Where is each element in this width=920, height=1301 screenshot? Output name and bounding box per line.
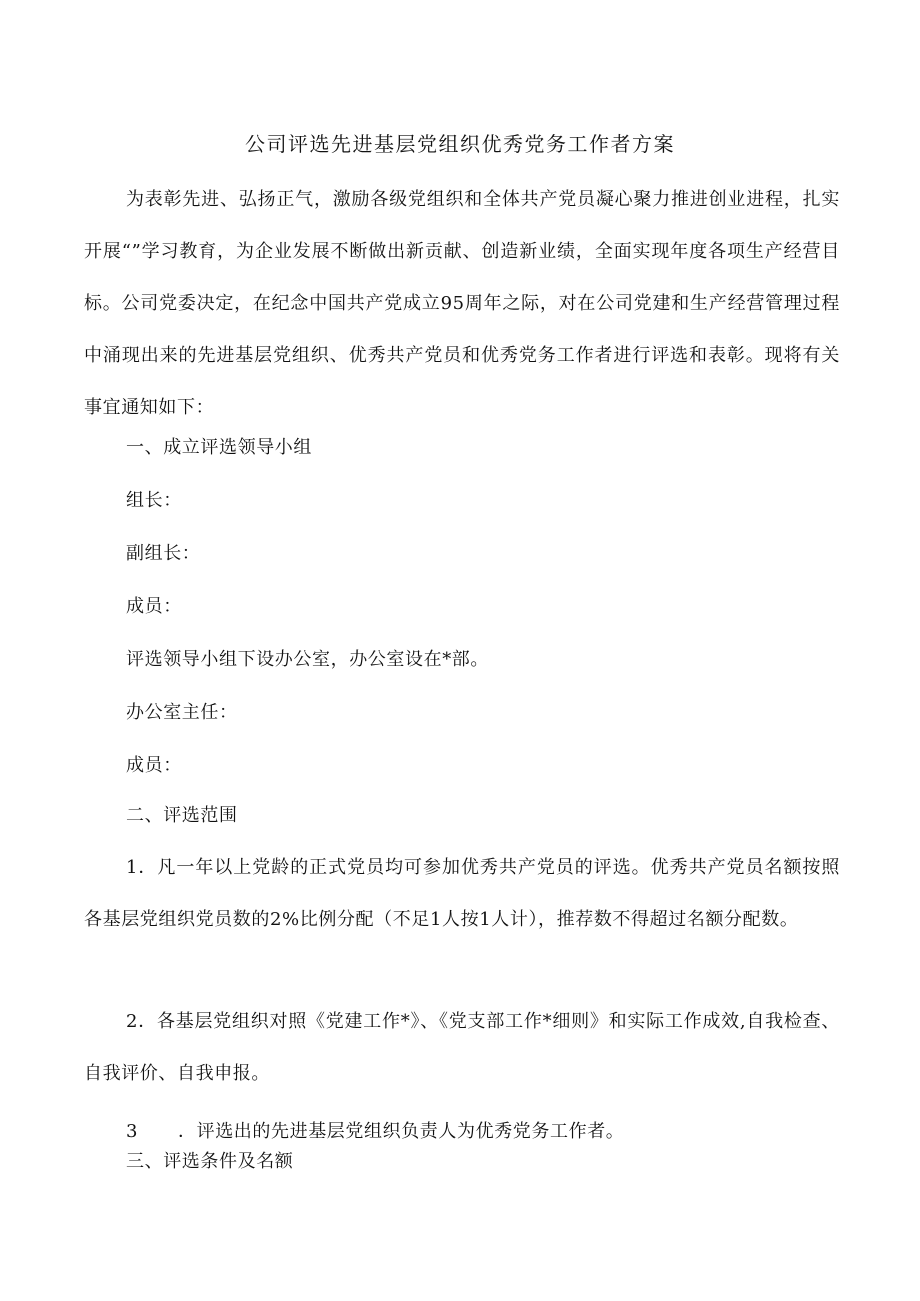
section3-heading: 三、评选条件及名额 — [126, 1151, 294, 1172]
group-leader-label: 组长： — [126, 490, 182, 511]
item3-text: ．评选出的先进基层党组织负责人为优秀党务工作者。 — [178, 1121, 625, 1142]
office-director-label: 办公室主任： — [126, 702, 238, 723]
section2-item1: 1．凡一年以上党龄的正式党员均可参加优秀共产党员的评选。优秀共产党员名额按照各基层党组织党员数的2%比例分配（不足1人按1人计），推荐数不得超过名额分配数。 — [84, 857, 840, 930]
section2-item3 — [126, 1118, 624, 1146]
members-label: 成员： — [126, 596, 182, 617]
section2-heading: 二、评选范围 — [126, 805, 238, 826]
office-note: 评选领导小组下设办公室，办公室设在*部。 — [126, 649, 489, 670]
section2-item2: 2．各基层党组织对照《党建工作*》、《党支部工作*细则》和实际工作成效,自我检查、自我评价、自我申报。 — [84, 1011, 840, 1084]
section1-heading: 一、成立评选领导小组 — [126, 437, 312, 458]
intro-paragraph: 为表彰先进、弘扬正气，激励各级党组织和全体共产党员凝心聚力推进创业进程，扎实开展“”学习教育，为企业发展不断做出新贡献、创造新业绩，全面实现年度各项生产经营目标。公司党委决定，在纪念中国共产党成立95周年之际，对在公司党建和生产经营管理过程中涌现出来的先进基层党组织、优秀共产党员和优秀党务工作者进行评选和表彰。现将有关事宜通知如下： — [84, 189, 840, 418]
deputy-leader-label: 副组长： — [126, 543, 201, 564]
item3-number: 3 — [126, 1121, 139, 1142]
document-title: 公司评选先进基层党组织优秀党务工作者方案 — [245, 132, 675, 156]
office-members-label: 成员： — [126, 755, 182, 776]
